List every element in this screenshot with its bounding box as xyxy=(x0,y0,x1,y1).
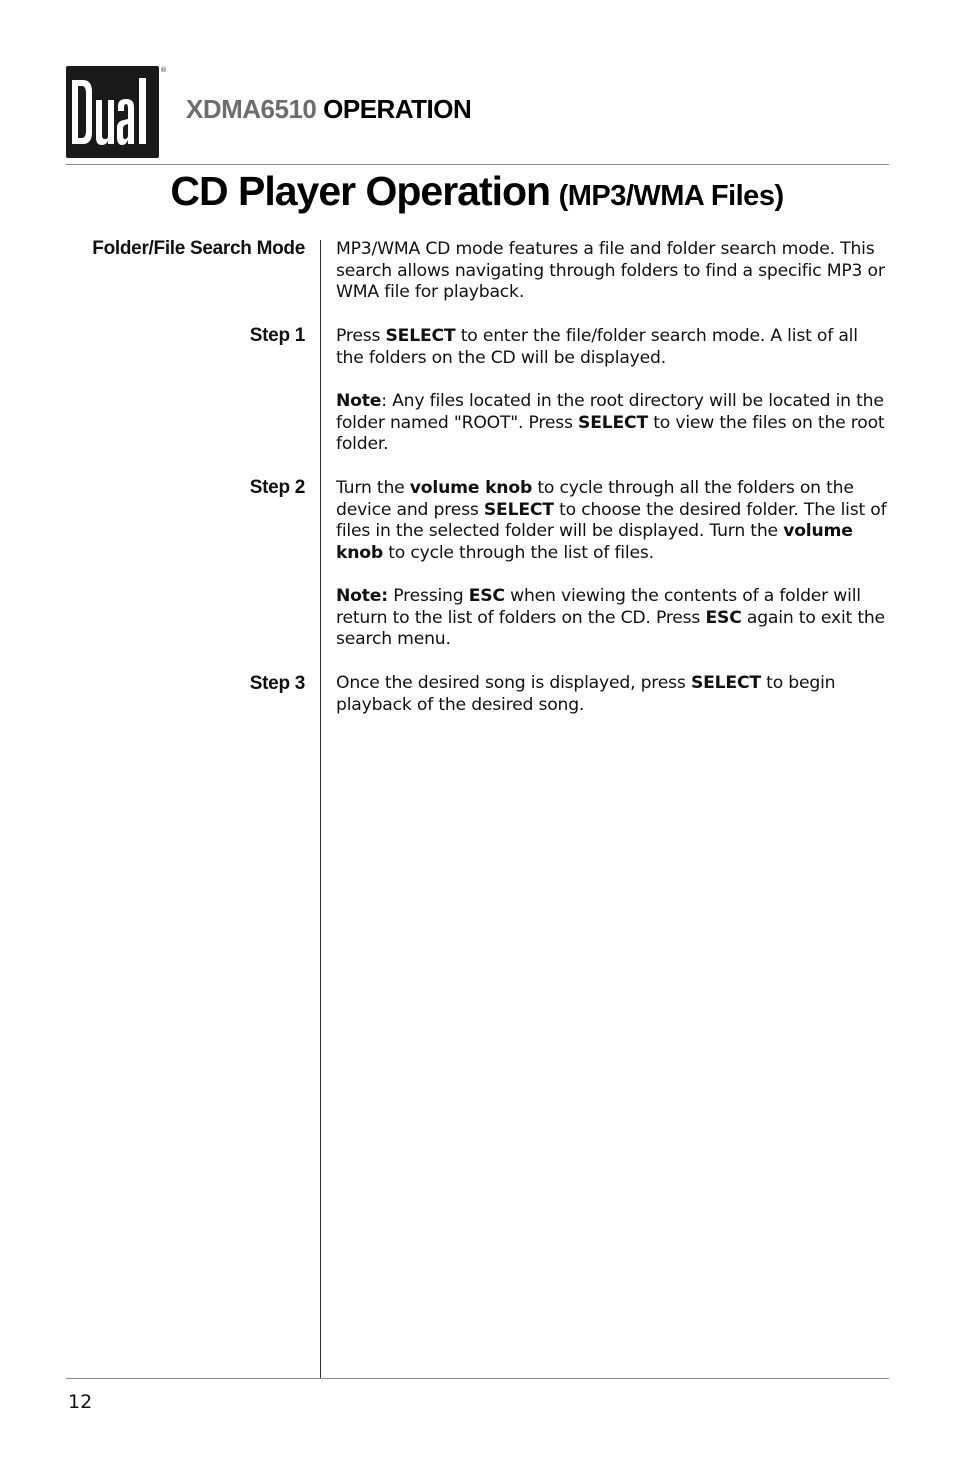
emphasis-term: SELECT xyxy=(483,499,554,520)
dual-logo xyxy=(66,66,159,158)
page-title-sub: (MP3/WMA Files) xyxy=(558,180,784,212)
paragraph-search-mode-intro: MP3/WMA CD mode features a file and folder search mode. This search allows navigating through folders to find a specific MP3 or WMA file for playback. xyxy=(336,239,885,303)
section-label-folder-file-search: Folder/File Search Mode xyxy=(92,238,305,259)
emphasis-term: Note xyxy=(336,391,382,411)
paragraph-step-1-note: Note: Any files located in the root directory will be located in the folder named "ROOT". Press SELECT to view the files on the root folder. xyxy=(336,391,885,455)
registered-mark-icon: ® xyxy=(160,66,167,74)
paragraph-step-2: Turn the volume knob to cycle through all the folders on the device and press SELECT to choose the desired folder. The list of files in the selected folder will be displayed. Turn the volume knob to cycle through the list of files. xyxy=(336,478,887,564)
header-divider xyxy=(66,164,889,165)
page-title xyxy=(0,168,954,215)
emphasis-term: volume knob xyxy=(409,478,533,498)
section-label-step-1: Step 1 xyxy=(249,325,305,346)
dual-logo-icon xyxy=(66,66,159,158)
emphasis-term: Note: xyxy=(336,586,388,606)
section-label-step-3: Step 3 xyxy=(249,673,305,694)
paragraph-step-3: Once the desired song is displayed, press SELECT to begin playback of the desired song. xyxy=(336,673,836,715)
emphasis-term: SELECT xyxy=(578,412,648,433)
paragraph-step-1: Press SELECT to enter the file/folder search mode. A list of all the folders on the CD will be displayed. xyxy=(336,326,858,368)
column-divider xyxy=(320,240,321,1378)
model-number: XDMA6510 xyxy=(186,94,317,124)
model-heading xyxy=(186,94,471,125)
emphasis-term: SELECT xyxy=(385,326,456,346)
emphasis-term: SELECT xyxy=(690,673,761,693)
emphasis-term: ESC xyxy=(468,586,505,606)
footer-divider xyxy=(66,1378,889,1379)
emphasis-term: volume knob xyxy=(336,521,853,564)
page-title-main: CD Player Operation xyxy=(170,168,551,214)
model-section: OPERATION xyxy=(323,94,472,124)
paragraph-step-2-note: Note: Pressing ESC when viewing the contents of a folder will return to the list of folders on the CD. Press ESC again to exit the search menu. xyxy=(336,586,885,650)
page-number: 12 xyxy=(68,1391,93,1413)
emphasis-term: ESC xyxy=(705,607,742,628)
section-label-step-2: Step 2 xyxy=(249,477,305,498)
